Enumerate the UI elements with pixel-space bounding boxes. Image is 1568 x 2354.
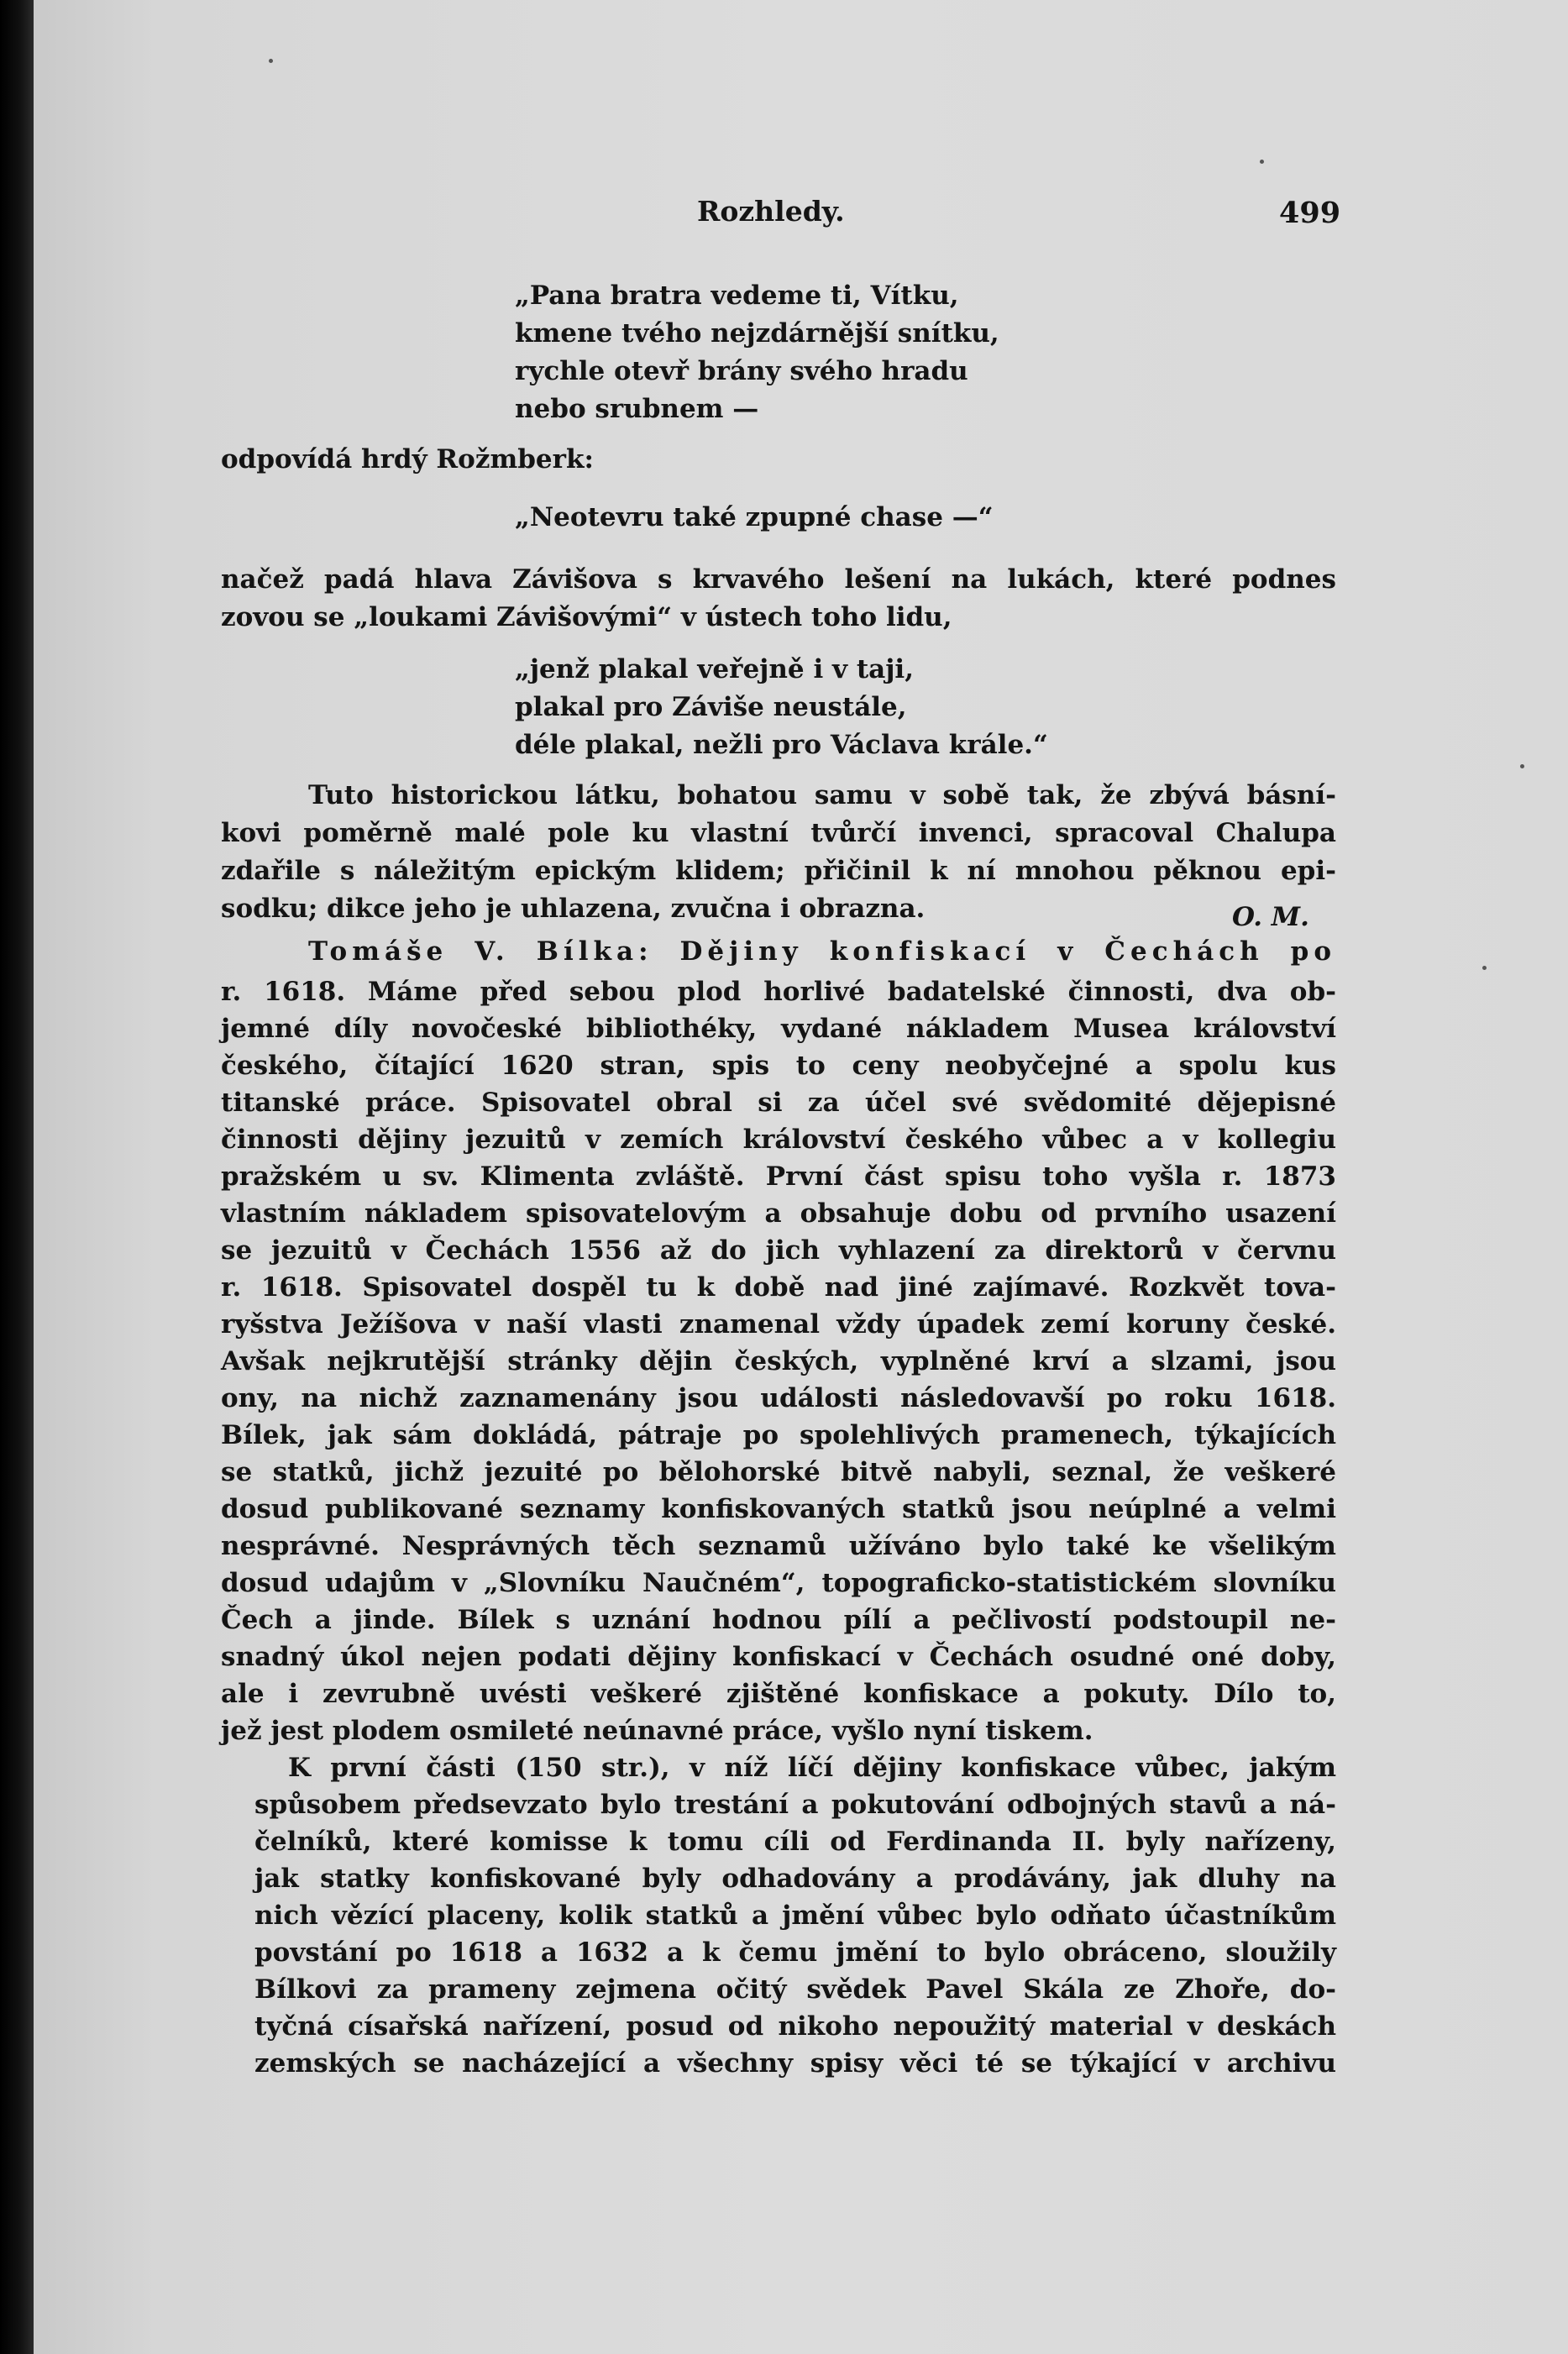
- prose-line: ony, na nichž zaznamenány jsou události následovavší po roku 1618.: [221, 1383, 1336, 1413]
- prose-line: nich vězící placeny, kolik statků a jmění vůbec bylo odňato účastníkům: [254, 1901, 1336, 1931]
- prose-line: Avšak nejkrutější stránky dějin českých, vyplněné krví a slzami, jsou: [221, 1346, 1336, 1376]
- prose-line: čelníků, které komisse k tomu cíli od Ferdinanda II. byly nařízeny,: [254, 1827, 1336, 1857]
- prose-line: zovou se „loukami Závišovými“ v ústech toho lidu,: [221, 602, 952, 632]
- reviewer-signature: O. M.: [1232, 902, 1309, 932]
- prose-line: vlastním nákladem spisovatelovým a obsahuje dobu od prvního usazení: [221, 1198, 1336, 1229]
- prose-line: dosud publikované seznamy konfiskovaných statků jsou neúplné a velmi: [221, 1494, 1336, 1524]
- prose-line: ryšstva Ježíšova v naší vlasti znamenal vždy úpadek zemí koruny české.: [221, 1309, 1336, 1340]
- verse-line: plakal pro Záviše neustále,: [515, 692, 907, 722]
- prose-line: K první části (150 str.), v níž líčí dějiny konfiskace vůbec, jakým: [288, 1753, 1336, 1783]
- scan-border: [0, 0, 34, 2354]
- prose-line: nesprávné. Nesprávných těch seznamů užíváno bylo také ke všelikým: [221, 1531, 1336, 1561]
- verse-line: „Neotevru také zpupné chase —“: [515, 502, 994, 532]
- prose-line: spůsobem předsevzato bylo trestání a pokutování odbojných stavů a ná-: [254, 1790, 1336, 1820]
- prose-line: ale i zevrubně uvésti veškeré zjištěné konfiskace a pokuty. Dílo to,: [221, 1679, 1336, 1709]
- prose-line: sodku; dikce jeho je uhlazena, zvučna i obrazna.: [221, 894, 926, 924]
- prose-line: činnosti dějiny jezuitů v zemích království českého vůbec a v kollegiu: [221, 1125, 1336, 1155]
- prose-line: jak statky konfiskované byly odhadovány a prodávány, jak dluhy na: [254, 1864, 1336, 1894]
- prose-line: se jezuitů v Čechách 1556 až do jich vyhlazení za direktorů v červnu: [221, 1235, 1336, 1266]
- prose-line: jež jest plodem osmileté neúnavné práce, vyšlo nyní tiskem.: [221, 1716, 1093, 1746]
- prose-line: dosud udajům v „Slovníku Naučném“, topograficko-statistickém slovníku: [221, 1568, 1336, 1598]
- prose-line: r. 1618. Máme před sebou plod horlivé badatelské činnosti, dva ob-: [221, 977, 1336, 1007]
- prose-line: zemských se nacházející a všechny spisy věci té se týkající v archivu: [254, 2048, 1336, 2079]
- prose-line: Čech a jinde. Bílek s uznání hodnou pílí a pečlivostí podstoupil ne-: [221, 1605, 1336, 1635]
- prose-line: odpovídá hrdý Rožmberk:: [221, 444, 594, 474]
- verse-line: „Pana bratra vedeme ti, Vítku,: [515, 280, 959, 311]
- verse-line: nebo srubnem —: [515, 394, 759, 424]
- prose-line: Tuto historickou látku, bohatou samu v sobě tak, že zbývá básní-: [308, 780, 1336, 810]
- prose-line: kovi poměrně malé pole ku vlastní tvůrčí invenci, spracoval Chalupa: [221, 818, 1336, 848]
- review-heading: Tomáše V. Bílka: Dějiny konfiskací v Čechách po: [308, 936, 1336, 967]
- prose-line: načež padá hlava Závišova s krvavého lešení na lukách, které podnes: [221, 564, 1336, 595]
- prose-line: pražském u sv. Klimenta zvláště. První část spisu toho vyšla r. 1873: [221, 1161, 1336, 1192]
- verse-stanza-1: [515, 277, 999, 428]
- page-number: 499: [1279, 196, 1341, 230]
- verse-stanza-2: [515, 651, 1048, 764]
- scan-speck: [1482, 966, 1487, 970]
- running-header: Rozhledy.: [697, 195, 845, 228]
- prose-line: se statků, jichž jezuité po bělohorské bitvě nabyli, seznal, že veškeré: [221, 1457, 1336, 1487]
- prose-line: zdařile s náležitým epickým klidem; přičinil k ní mnohou pěknou epi-: [221, 856, 1336, 886]
- prose-line: snadný úkol nejen podati dějiny konfiskací v Čechách osudné oné doby,: [221, 1642, 1336, 1672]
- prose-line: tyčná císařská nařízení, posud od nikoho nepoužitý material v deskách: [254, 2011, 1336, 2042]
- prose-line: českého, čítající 1620 stran, spis to ceny neobyčejné a spolu kus: [221, 1051, 1336, 1081]
- scan-speck: [269, 59, 273, 63]
- verse-line: déle plakal, nežli pro Václava krále.“: [515, 730, 1048, 760]
- verse-line: rychle otevř brány svého hradu: [515, 356, 968, 386]
- prose-line: r. 1618. Spisovatel dospěl tu k době nad jiné zajímavé. Rozkvět tova-: [221, 1272, 1336, 1303]
- prose-line: jemné díly novočeské bibliothéky, vydané nákladem Musea království: [221, 1014, 1336, 1044]
- book-page: [34, 0, 1568, 2354]
- prose-line: titanské práce. Spisovatel obral si za účel své svědomité dějepisné: [221, 1088, 1336, 1118]
- verse-line: „jenž plakal veřejně i v taji,: [515, 654, 915, 684]
- prose-line: Bílkovi za prameny zejmena očitý svědek Pavel Skála ze Zhoře, do-: [254, 1974, 1336, 2005]
- scan-speck: [1260, 160, 1264, 164]
- prose-line: Bílek, jak sám dokládá, pátraje po spolehlivých pramenech, týkajících: [221, 1420, 1336, 1450]
- scan-speck: [1520, 764, 1524, 768]
- prose-line: povstání po 1618 a 1632 a k čemu jmění to bylo obráceno, sloužily: [254, 1937, 1336, 1968]
- verse-line: kmene tvého nejzdárnější snítku,: [515, 318, 999, 349]
